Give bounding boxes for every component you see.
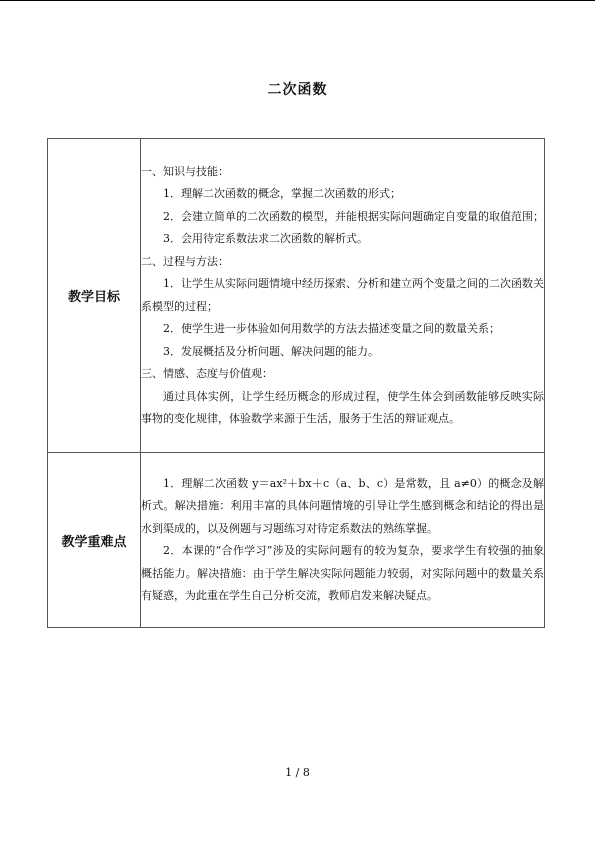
content-line: 三、情感、态度与价值观： [141, 367, 273, 380]
content-line: 二、过程与方法： [141, 254, 229, 268]
content-line: 3．发展概括及分析问题、解决问题的能力。 [163, 344, 379, 358]
content-line: 1．理解二次函数的概念，掌握二次函数的形式； [163, 187, 401, 200]
table-row-key-points [48, 453, 545, 628]
content-line: 1．理解二次函数 y＝ax²＋bx＋c（a、b、c）是常数，且 a≠0）的概念及解析式。解决措施：利用丰富的具体问题情境的引导让学生感到概念和结论的得出是水到渠成的，以及例题与习题练习对待定系数法的熟练掌握。 [141, 476, 544, 535]
content-line: 2．会建立简单的二次函数的模型，并能根据实际问题确定自变量的取值范围； [163, 209, 544, 223]
content-line: 3．会用待定系数法求二次函数的解析式。 [163, 232, 368, 245]
content-line: 2．本课的“合作学习”涉及的实际问题有的较为复杂，要求学生有较强的抽象概括能力。解决措施：由于学生解决实际问题能力较弱，对实际问题中的数量关系有疑惑，为此重在学生自己分析交流，教师启发来解决疑点。 [141, 544, 544, 602]
row-content-key-points [141, 453, 545, 628]
content-line: 通过具体实例，让学生经历概念的形成过程，使学生体会到函数能够反映实际事物的变化规律，体验数学来源于生活，服务于生活的辩证观点。 [141, 389, 544, 425]
lesson-plan-table [47, 138, 545, 628]
row-content-objectives [141, 139, 545, 453]
table-row-objectives [48, 139, 545, 453]
page-number: 1 / 8 [285, 766, 310, 779]
row-label-key-points: 教学重难点 [48, 453, 141, 628]
document-title: 二次函数 [267, 82, 328, 98]
content-line: 2．使学生进一步体验如何用数学的方法去描述变量之间的数量关系； [163, 322, 500, 335]
row-label-objectives: 教学目标 [48, 139, 141, 453]
page-top-rule [0, 0, 595, 1]
content-line: 1．让学生从实际问题情境中经历探索、分析和建立两个变量之间的二次函数关系模型的过程； [141, 277, 544, 313]
content-line: 一、知识与技能： [141, 164, 229, 178]
